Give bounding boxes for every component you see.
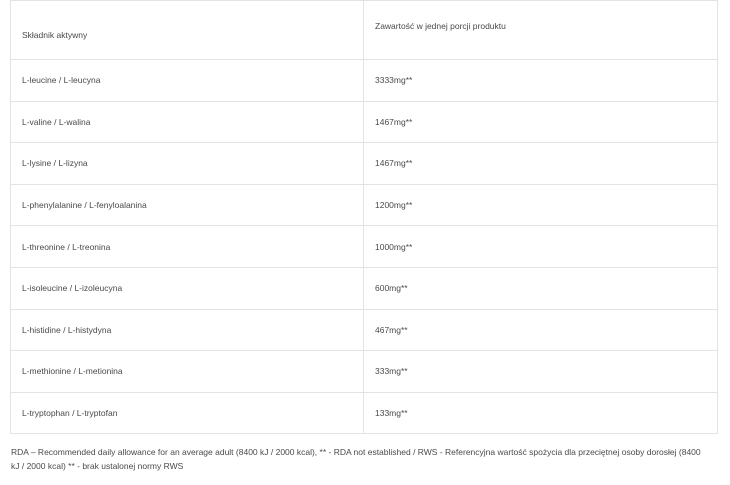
- table-row: [11, 268, 717, 310]
- table-row: [11, 310, 717, 352]
- amount-cell: 1200mg**: [375, 199, 413, 210]
- header-amount: Zawartość w jednej porcji produktu: [375, 21, 506, 31]
- header-ingredient: Składnik aktywny: [11, 1, 364, 59]
- amount-cell: 1467mg**: [375, 116, 413, 127]
- amount-cell: 467mg**: [375, 324, 408, 335]
- table-row: [11, 143, 717, 185]
- ingredient-cell: L-tryptophan / L-tryptofan: [11, 393, 364, 434]
- amount-cell: 133mg**: [375, 407, 408, 418]
- table-row: [11, 351, 717, 393]
- amount-cell: 1467mg**: [375, 158, 413, 169]
- table-row: [11, 185, 717, 227]
- ingredient-cell: L-phenylalanine / L-fenyloalanina: [11, 185, 364, 226]
- table-row: [11, 60, 717, 102]
- amount-cell: 1000mg**: [375, 241, 413, 252]
- table-row: [11, 226, 717, 268]
- table-row: [11, 393, 717, 435]
- ingredient-cell: L-leucine / L-leucyna: [11, 60, 364, 101]
- amount-cell: 600mg**: [375, 283, 408, 294]
- ingredient-cell: L-methionine / L-metionina: [11, 351, 364, 392]
- table-row: [11, 102, 717, 144]
- ingredients-table: [10, 0, 718, 434]
- table-header-row: [11, 1, 717, 60]
- ingredient-cell: L-threonine / L-treonina: [11, 226, 364, 267]
- amount-cell: 3333mg**: [375, 75, 413, 86]
- ingredient-cell: L-valine / L-walina: [11, 102, 364, 143]
- ingredient-cell: L-histidine / L-histydyna: [11, 310, 364, 351]
- rda-footnote: RDA – Recommended daily allowance for an average adult (8400 kJ / 2000 kcal), ** - RDA not established / RWS - Referencyjna wartość spożycia dla przeciętnej osoby dorosłej (8400 kJ / 2000 kcal) ** - brak ustalonej normy RWS: [11, 447, 701, 471]
- amount-cell: 333mg**: [375, 366, 408, 377]
- ingredient-cell: L-lysine / L-lizyna: [11, 143, 364, 184]
- ingredient-cell: L-isoleucine / L-izoleucyna: [11, 268, 364, 309]
